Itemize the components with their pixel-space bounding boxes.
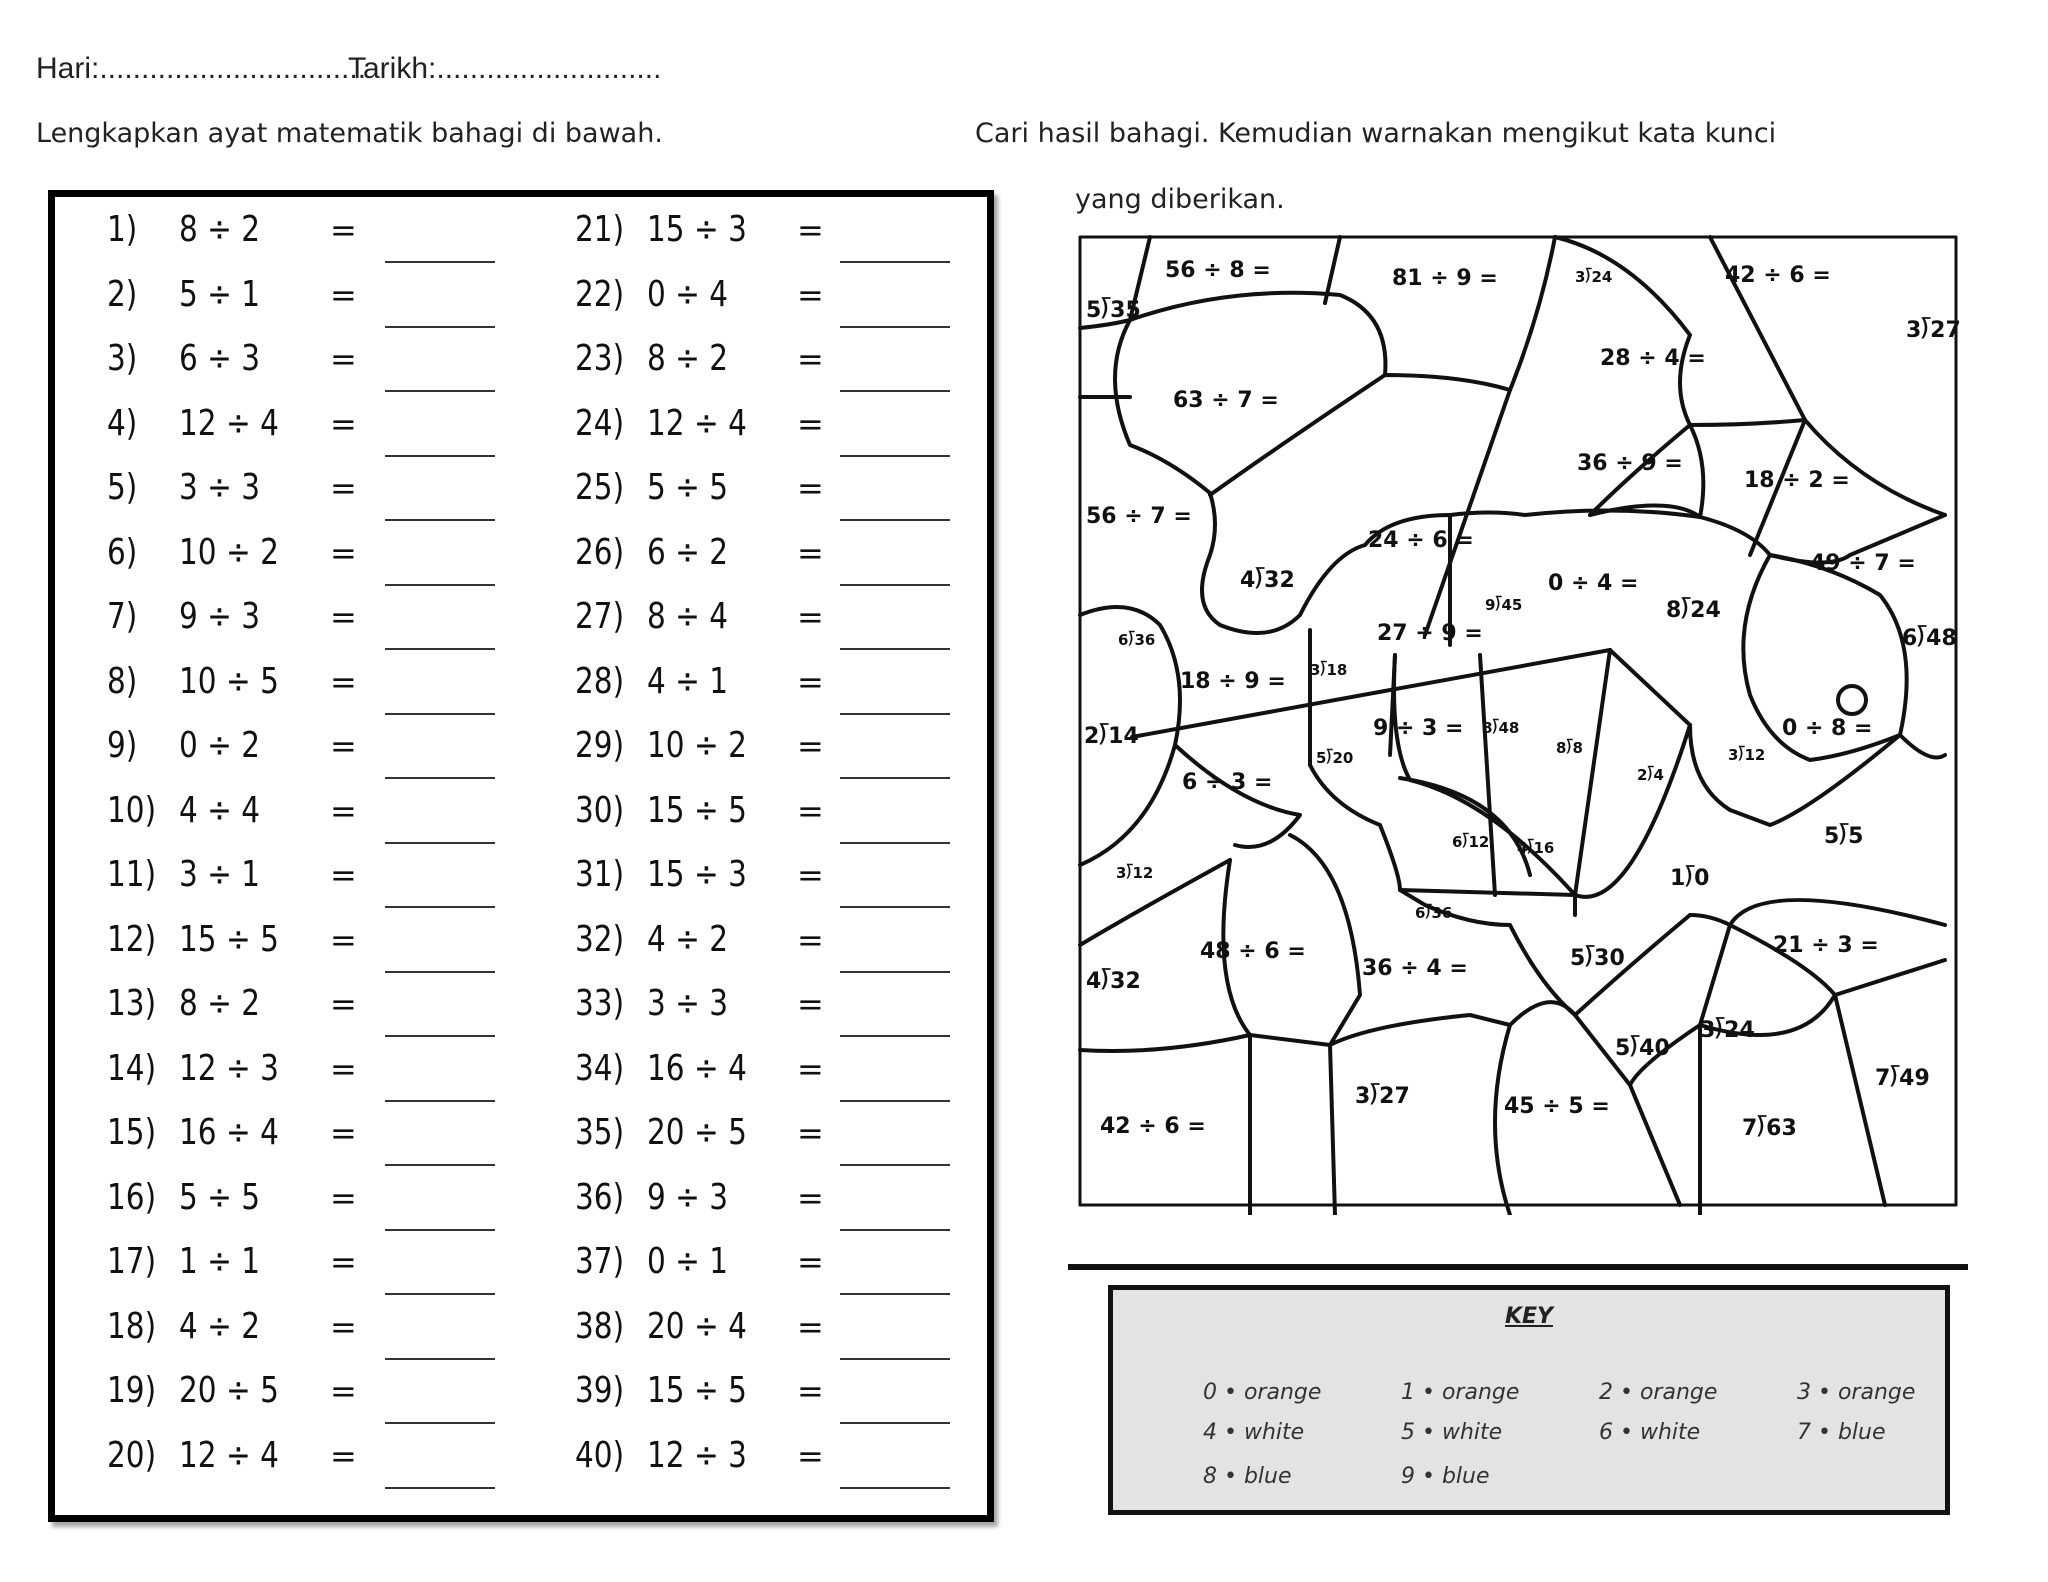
exercise-expression: 6 ÷ 3	[179, 338, 261, 379]
exercise-number: 2)	[107, 273, 138, 315]
equals-sign: =	[797, 1049, 824, 1088]
exercise-row	[107, 1112, 537, 1172]
exercise-row	[107, 1370, 537, 1430]
equals-sign: =	[330, 469, 357, 507]
puzzle-division-label: 27 ÷ 9 =	[1377, 621, 1483, 646]
exercise-expression: 12 ÷ 4	[647, 402, 747, 444]
exercise-number: 16)	[107, 1176, 157, 1218]
equals-sign: =	[797, 211, 824, 249]
answer-blank[interactable]	[840, 1164, 950, 1166]
exercise-number: 36)	[575, 1176, 625, 1218]
equals-sign: =	[797, 727, 824, 765]
puzzle-division-label: 6⟌36	[1118, 631, 1156, 649]
equals-sign: =	[797, 404, 824, 443]
exercise-expression: 4 ÷ 1	[647, 660, 729, 702]
equals-sign: =	[330, 533, 357, 572]
exercise-expression: 15 ÷ 3	[647, 209, 747, 250]
puzzle-division-label: 9 ÷ 3 =	[1373, 716, 1464, 741]
exercise-row	[107, 1306, 537, 1366]
puzzle-division-label: 7⟌49	[1875, 1066, 1930, 1091]
key-title: KEY	[1504, 1304, 1553, 1329]
exercise-row	[575, 919, 1005, 979]
key-color-entry: 9 • blue	[1401, 1464, 1490, 1489]
puzzle-division-label: 28 ÷ 4 =	[1600, 346, 1706, 371]
exercise-expression: 0 ÷ 4	[647, 273, 729, 315]
puzzle-division-label: 36 ÷ 9 =	[1577, 451, 1683, 476]
puzzle-division-label: 48 ÷ 6 =	[1200, 939, 1306, 964]
puzzle-division-label: 0 ÷ 8 =	[1782, 716, 1873, 741]
exercise-expression: 8 ÷ 4	[647, 596, 729, 637]
exercise-number: 1)	[107, 209, 138, 250]
exercise-expression: 20 ÷ 4	[647, 1305, 747, 1347]
exercise-number: 34)	[575, 1047, 625, 1089]
key-color-entry: 7 • blue	[1797, 1420, 1886, 1445]
exercise-row	[575, 1177, 1005, 1237]
puzzle-division-label: 6 ÷ 3 =	[1182, 770, 1273, 795]
puzzle-division-label: 8⟌24	[1666, 598, 1721, 623]
exercise-expression: 3 ÷ 1	[179, 854, 261, 895]
exercise-row	[107, 661, 537, 721]
exercise-row	[107, 1435, 537, 1495]
exercise-number: 14)	[107, 1047, 157, 1089]
answer-blank[interactable]	[840, 390, 950, 392]
color-key-box	[1108, 1285, 1950, 1515]
exercise-row	[575, 725, 1005, 785]
exercise-number: 21)	[575, 209, 625, 250]
puzzle-division-label: 8⟌8	[1556, 739, 1583, 757]
answer-blank[interactable]	[840, 584, 950, 586]
exercise-row	[575, 209, 1005, 269]
puzzle-division-label: 3⟌27	[1906, 318, 1961, 343]
exercise-number: 30)	[575, 789, 625, 831]
exercise-number: 23)	[575, 338, 625, 379]
puzzle-division-label: 1⟌0	[1670, 866, 1710, 891]
equals-sign: =	[797, 340, 824, 378]
exercise-row	[107, 532, 537, 592]
division-exercise-box	[48, 190, 994, 1522]
exercise-row	[575, 1241, 1005, 1301]
answer-blank[interactable]	[840, 713, 950, 715]
exercise-row	[107, 854, 537, 914]
exercise-row	[107, 338, 537, 398]
equals-sign: =	[330, 1114, 357, 1152]
equals-sign: =	[797, 985, 824, 1023]
equals-sign: =	[330, 598, 357, 636]
puzzle-division-label: 7⟌63	[1742, 1116, 1797, 1141]
exercise-row	[575, 1112, 1005, 1172]
answer-blank[interactable]	[385, 1229, 495, 1231]
puzzle-division-label: 2⟌14	[1084, 724, 1139, 749]
equals-sign: =	[330, 662, 357, 701]
exercise-row	[107, 919, 537, 979]
equals-sign: =	[797, 1372, 824, 1410]
exercise-expression: 16 ÷ 4	[647, 1047, 747, 1089]
puzzle-division-label: 24 ÷ 6 =	[1368, 528, 1474, 553]
exercise-expression: 0 ÷ 1	[647, 1241, 729, 1282]
exercise-number: 33)	[575, 983, 625, 1024]
answer-blank[interactable]	[385, 1035, 495, 1037]
exercise-number: 35)	[575, 1112, 625, 1153]
exercise-expression: 20 ÷ 5	[179, 1370, 279, 1411]
right-instruction-line2: yang diberikan.	[1075, 184, 1285, 215]
puzzle-division-label: 3⟌12	[1728, 746, 1766, 764]
answer-blank[interactable]	[385, 1422, 495, 1424]
key-color-entry: 6 • white	[1599, 1420, 1701, 1445]
answer-blank[interactable]	[840, 1487, 950, 1489]
exercise-row	[575, 1435, 1005, 1495]
exercise-row	[575, 1306, 1005, 1366]
key-color-entry: 4 • white	[1203, 1420, 1305, 1445]
answer-blank[interactable]	[385, 713, 495, 715]
exercise-expression: 12 ÷ 4	[179, 402, 279, 444]
answer-blank[interactable]	[385, 390, 495, 392]
answer-blank[interactable]	[385, 455, 495, 457]
puzzle-division-label: 3⟌18	[1310, 661, 1348, 679]
exercise-expression: 4 ÷ 2	[179, 1305, 261, 1347]
puzzle-division-label: 6⟌48	[1902, 626, 1957, 651]
answer-blank[interactable]	[385, 971, 495, 973]
equals-sign: =	[797, 1436, 824, 1475]
key-color-entry: 8 • blue	[1203, 1464, 1292, 1489]
exercise-expression: 8 ÷ 2	[647, 338, 729, 379]
equals-sign: =	[797, 469, 824, 507]
exercise-number: 19)	[107, 1370, 157, 1411]
exercise-row	[107, 790, 537, 850]
equals-sign: =	[330, 791, 357, 830]
key-color-entry: 2 • orange	[1599, 1380, 1718, 1405]
answer-blank[interactable]	[385, 842, 495, 844]
puzzle-division-label: 42 ÷ 6 =	[1100, 1114, 1206, 1139]
exercise-number: 26)	[575, 531, 625, 573]
equals-sign: =	[797, 791, 824, 830]
puzzle-division-label: 56 ÷ 7 =	[1086, 504, 1192, 529]
exercise-row	[575, 854, 1005, 914]
puzzle-division-label: 56 ÷ 8 =	[1165, 258, 1271, 283]
key-color-entry: 1 • orange	[1401, 1380, 1520, 1405]
left-instruction: Lengkapkan ayat matematik bahagi di bawah.	[36, 118, 663, 149]
answer-blank[interactable]	[840, 1229, 950, 1231]
answer-blank[interactable]	[385, 906, 495, 908]
puzzle-division-label: 45 ÷ 5 =	[1504, 1094, 1610, 1119]
exercise-number: 38)	[575, 1305, 625, 1347]
key-color-entry: 0 • orange	[1203, 1380, 1322, 1405]
equals-sign: =	[330, 985, 357, 1023]
exercise-row	[575, 983, 1005, 1043]
puzzle-division-label: 9⟌45	[1485, 596, 1523, 614]
exercise-expression: 6 ÷ 2	[647, 531, 729, 573]
puzzle-division-label: 3⟌27	[1355, 1084, 1410, 1109]
answer-blank[interactable]	[840, 1422, 950, 1424]
puzzle-division-label: 3⟌24	[1700, 1018, 1755, 1043]
exercise-expression: 16 ÷ 4	[179, 1112, 279, 1153]
exercise-number: 18)	[107, 1305, 157, 1347]
puzzle-division-label: 5⟌30	[1570, 946, 1625, 971]
exercise-number: 15)	[107, 1112, 157, 1153]
exercise-row	[107, 403, 537, 463]
equals-sign: =	[797, 1178, 824, 1217]
answer-blank[interactable]	[840, 1100, 950, 1102]
answer-blank[interactable]	[385, 519, 495, 521]
puzzle-division-label: 36 ÷ 4 =	[1362, 956, 1468, 981]
exercise-number: 40)	[575, 1434, 625, 1476]
exercise-number: 8)	[107, 660, 138, 702]
equals-sign: =	[797, 1307, 824, 1346]
answer-blank[interactable]	[385, 326, 495, 328]
puzzle-division-label: 8⟌48	[1482, 719, 1520, 737]
answer-blank[interactable]	[840, 648, 950, 650]
exercise-number: 13)	[107, 983, 157, 1024]
equals-sign: =	[797, 662, 824, 701]
exercise-row	[575, 1370, 1005, 1430]
exercise-expression: 8 ÷ 2	[179, 983, 261, 1024]
exercise-expression: 15 ÷ 5	[647, 1370, 747, 1411]
exercise-number: 3)	[107, 338, 138, 379]
exercise-row	[107, 467, 537, 527]
exercise-row	[107, 596, 537, 656]
right-instruction-line1: Cari hasil bahagi. Kemudian warnakan mengikut kata kunci	[975, 118, 1777, 149]
puzzle-division-label: 6⟌36	[1415, 904, 1453, 922]
puzzle-division-label: 5⟌40	[1615, 1036, 1670, 1061]
exercise-row	[575, 661, 1005, 721]
exercise-number: 12)	[107, 918, 157, 960]
answer-blank[interactable]	[385, 261, 495, 263]
puzzle-division-label: 3⟌24	[1575, 268, 1613, 286]
answer-blank[interactable]	[840, 326, 950, 328]
exercise-number: 7)	[107, 596, 138, 637]
answer-blank[interactable]	[385, 1100, 495, 1102]
exercise-row	[107, 209, 537, 269]
exercise-expression: 1 ÷ 1	[179, 1241, 261, 1282]
puzzle-division-label: 5⟌35	[1086, 298, 1141, 323]
exercise-number: 10)	[107, 789, 157, 831]
exercise-expression: 12 ÷ 3	[647, 1434, 747, 1476]
exercise-expression: 4 ÷ 4	[179, 789, 261, 831]
answer-blank[interactable]	[840, 842, 950, 844]
exercise-row	[575, 467, 1005, 527]
exercise-row	[107, 983, 537, 1043]
equals-sign: =	[330, 340, 357, 378]
equals-sign: =	[330, 1436, 357, 1475]
puzzle-division-label: 2⟌4	[1637, 766, 1664, 784]
key-divider	[1068, 1264, 1968, 1270]
answer-blank[interactable]	[840, 777, 950, 779]
exercise-expression: 20 ÷ 5	[647, 1112, 747, 1153]
equals-sign: =	[797, 856, 824, 894]
date-field: Tarikh:...........................	[348, 52, 662, 85]
exercise-number: 37)	[575, 1241, 625, 1282]
equals-sign: =	[797, 920, 824, 959]
exercise-row	[107, 725, 537, 785]
exercise-expression: 9 ÷ 3	[179, 596, 261, 637]
equals-sign: =	[330, 404, 357, 443]
puzzle-division-label: 81 ÷ 9 =	[1392, 266, 1498, 291]
equals-sign: =	[330, 211, 357, 249]
exercise-expression: 15 ÷ 5	[179, 918, 279, 960]
puzzle-division-label: 18 ÷ 9 =	[1180, 669, 1286, 694]
exercise-expression: 5 ÷ 5	[179, 1176, 261, 1218]
answer-blank[interactable]	[385, 1293, 495, 1295]
exercise-row	[575, 1048, 1005, 1108]
color-by-number-puzzle	[1070, 225, 1970, 1215]
exercise-expression: 5 ÷ 1	[179, 273, 261, 315]
exercise-row	[575, 403, 1005, 463]
exercise-row	[575, 274, 1005, 334]
puzzle-division-label: 49 ÷ 7 =	[1810, 551, 1916, 576]
exercise-number: 22)	[575, 273, 625, 315]
exercise-number: 32)	[575, 918, 625, 960]
exercise-expression: 10 ÷ 5	[179, 660, 279, 702]
exercise-number: 20)	[107, 1434, 157, 1476]
exercise-number: 28)	[575, 660, 625, 702]
exercise-number: 29)	[575, 725, 625, 766]
puzzle-division-label: 21 ÷ 3 =	[1773, 933, 1879, 958]
equals-sign: =	[797, 533, 824, 572]
answer-blank[interactable]	[840, 1035, 950, 1037]
equals-sign: =	[797, 1243, 824, 1281]
equals-sign: =	[330, 275, 357, 314]
answer-blank[interactable]	[385, 584, 495, 586]
equals-sign: =	[797, 275, 824, 314]
exercise-number: 9)	[107, 725, 138, 766]
exercise-row	[107, 1241, 537, 1301]
answer-blank[interactable]	[385, 777, 495, 779]
exercise-row	[575, 338, 1005, 398]
answer-blank[interactable]	[840, 1293, 950, 1295]
equals-sign: =	[330, 1178, 357, 1217]
equals-sign: =	[330, 1372, 357, 1410]
puzzle-division-label: 4⟌16	[1517, 839, 1555, 857]
exercise-row	[107, 274, 537, 334]
answer-blank[interactable]	[840, 261, 950, 263]
answer-blank[interactable]	[385, 1164, 495, 1166]
answer-blank[interactable]	[385, 1487, 495, 1489]
answer-blank[interactable]	[840, 519, 950, 521]
exercise-number: 17)	[107, 1241, 157, 1282]
exercise-number: 4)	[107, 402, 138, 444]
equals-sign: =	[330, 1243, 357, 1281]
exercise-expression: 12 ÷ 4	[179, 1434, 279, 1476]
exercise-expression: 5 ÷ 5	[647, 467, 729, 508]
key-color-entry: 3 • orange	[1797, 1380, 1916, 1405]
exercise-row	[575, 790, 1005, 850]
puzzle-division-label: 0 ÷ 4 =	[1548, 571, 1639, 596]
equals-sign: =	[330, 856, 357, 894]
equals-sign: =	[797, 598, 824, 636]
exercise-expression: 10 ÷ 2	[647, 725, 747, 766]
exercise-expression: 0 ÷ 2	[179, 725, 261, 766]
answer-blank[interactable]	[840, 906, 950, 908]
exercise-expression: 10 ÷ 2	[179, 531, 279, 573]
exercise-expression: 3 ÷ 3	[179, 467, 261, 508]
puzzle-division-label: 6⟌12	[1452, 833, 1490, 851]
exercise-expression: 12 ÷ 3	[179, 1047, 279, 1089]
puzzle-division-label: 5⟌5	[1824, 824, 1864, 849]
exercise-row	[107, 1048, 537, 1108]
puzzle-division-label: 18 ÷ 2 =	[1744, 468, 1850, 493]
answer-blank[interactable]	[385, 648, 495, 650]
exercise-number: 24)	[575, 402, 625, 444]
exercise-expression: 15 ÷ 5	[647, 789, 747, 831]
exercise-expression: 4 ÷ 2	[647, 918, 729, 960]
answer-blank[interactable]	[840, 455, 950, 457]
answer-blank[interactable]	[385, 1358, 495, 1360]
exercise-expression: 15 ÷ 3	[647, 854, 747, 895]
equals-sign: =	[330, 920, 357, 959]
puzzle-division-label: 3⟌12	[1116, 864, 1154, 882]
exercise-number: 5)	[107, 467, 138, 508]
puzzle-division-label: 42 ÷ 6 =	[1725, 263, 1831, 288]
exercise-expression: 3 ÷ 3	[647, 983, 729, 1024]
equals-sign: =	[330, 1049, 357, 1088]
puzzle-division-label: 4⟌32	[1240, 568, 1295, 593]
puzzle-division-label: 4⟌32	[1086, 969, 1141, 994]
equals-sign: =	[330, 1307, 357, 1346]
exercise-row	[575, 596, 1005, 656]
exercise-row	[575, 532, 1005, 592]
exercise-number: 11)	[107, 854, 157, 895]
equals-sign: =	[797, 1114, 824, 1152]
puzzle-labels-group	[1084, 258, 1961, 1141]
exercise-expression: 8 ÷ 2	[179, 209, 261, 250]
exercise-number: 31)	[575, 854, 625, 895]
day-field: Hari:................................	[36, 52, 367, 85]
answer-blank[interactable]	[840, 1358, 950, 1360]
exercise-number: 6)	[107, 531, 138, 573]
puzzle-drawing	[1070, 225, 1970, 1215]
exercise-number: 27)	[575, 596, 625, 637]
answer-blank[interactable]	[840, 971, 950, 973]
puzzle-division-label: 63 ÷ 7 =	[1173, 388, 1279, 413]
puzzle-division-label: 5⟌20	[1316, 749, 1354, 767]
key-color-entry: 5 • white	[1401, 1420, 1503, 1445]
exercise-number: 25)	[575, 467, 625, 508]
equals-sign: =	[330, 727, 357, 765]
exercise-expression: 9 ÷ 3	[647, 1176, 729, 1218]
exercise-row	[107, 1177, 537, 1237]
exercise-number: 39)	[575, 1370, 625, 1411]
